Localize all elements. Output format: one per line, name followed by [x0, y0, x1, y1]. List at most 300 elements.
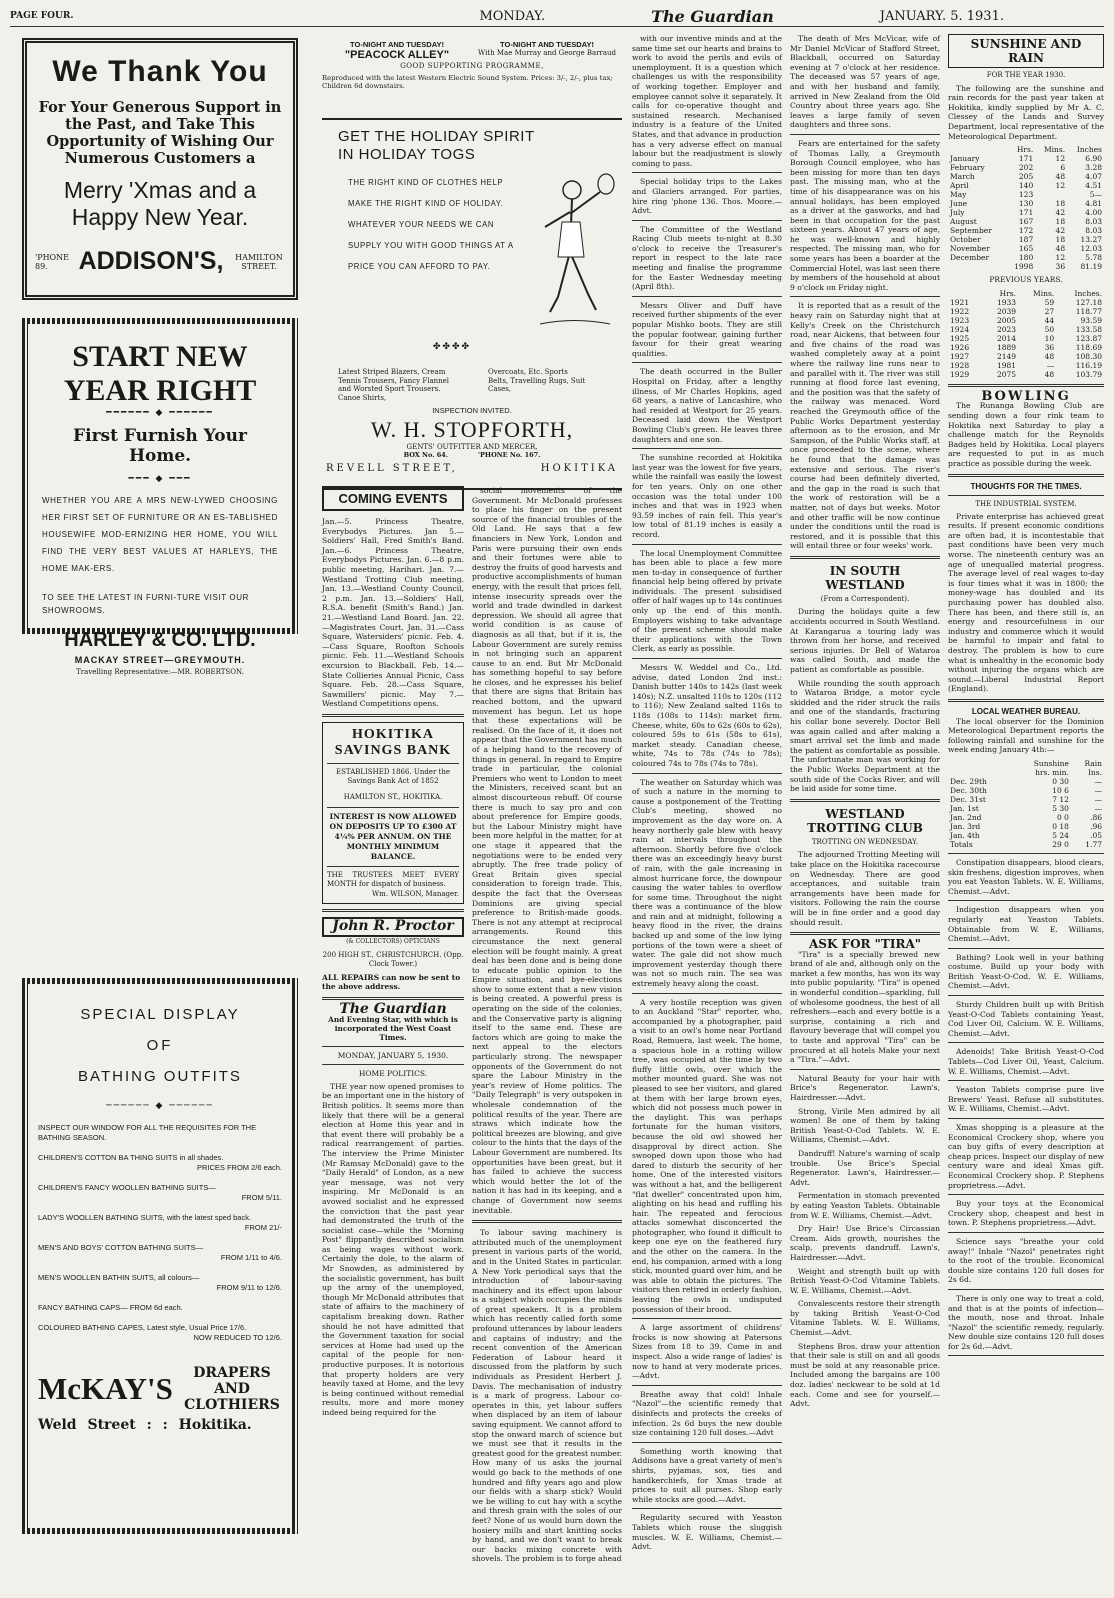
stopforth-body: THE RIGHT KIND OF CLOTHES HELP MAKE THE RIGHT KIND OF HOLIDAY. WHATEVER YOUR NEEDS WE CAN SUPPLY YOU WITH GOOD THINGS AT A PRICE YOU CAN AFFORD TO PAY. — [348, 178, 514, 271]
table-cell: 42 — [1055, 226, 1066, 236]
advert-paragraph: There is only one way to treat a cold, and that is at the points of infection—the mouth, nose and throat. Inhale "Nazol" the scientific remedy, regularly. New double size contains 120 full doses for 2s 6d.—Advt. — [948, 1293, 1104, 1351]
guardian-box — [322, 1001, 464, 1065]
sunshine-intro: The following are the sunshine and rain records for the past year taken at Hokitika, kindly supplied by Mr A. C. Clessey of the Lands and Survey Department, local representative of the Meteorological Department. — [948, 83, 1104, 141]
stopforth-headline: GET THE HOLIDAY SPIRIT IN HOLIDAY TOGS — [338, 128, 535, 163]
bathing-item-price: FROM 5/11. — [241, 1193, 282, 1202]
table-cell: 5 30 — [1052, 803, 1069, 813]
table-cell: 0 0 — [1056, 812, 1069, 822]
table-cell: 6 — [1060, 163, 1066, 173]
sunshine-row — [948, 154, 1104, 163]
peacock-support: GOOD SUPPORTING PROGRAMME, — [400, 62, 544, 70]
weather-title: LOCAL WEATHER BUREAU. — [971, 706, 1081, 716]
table-cell: August — [950, 217, 977, 227]
proctor-ad — [322, 917, 464, 992]
table-cell: 0 18 — [1052, 821, 1069, 831]
table-cell: 167 — [1018, 217, 1034, 227]
advert-paragraph: Weight and strength built up with British Yeast-O-Cod Vitamine Tablets. W. E. Williams, Chemist.—Advt. — [790, 1266, 940, 1295]
article-paragraph: The local observer for the Dominion Meteorological Department reports the following rainfall and sunshine for the week ending January 4th:— — [948, 716, 1104, 755]
proctor-sub: (& COLLECTORS) OPTICIANS — [346, 938, 440, 946]
table-cell: Dec. 30th — [950, 785, 987, 795]
table-cell: Hrs. — [999, 288, 1017, 298]
table-cell: Ins. — [1087, 767, 1102, 777]
table-cell: Rain — [1084, 758, 1102, 768]
table-cell: 36 — [1055, 262, 1066, 272]
table-cell — [948, 759, 1011, 768]
editorial-title: HOME POLITICS. — [358, 1069, 428, 1079]
table-cell: 1928 — [950, 360, 970, 370]
article-paragraph: The local Unemployment Committee has been able to place a few more men to-day in consequence of further financial help being offered by private individuals. The present subsidised offer of half wages up to 14s continues only up the end of this month. Employers wishing to take advantage of the present scheme should make their applications with the Town Clerk, as early as possible. — [632, 548, 782, 654]
stopforth-name: W. H. STOPFORTH, — [370, 417, 574, 442]
ornament: ━━━ ◆ ━━━ — [128, 474, 192, 484]
table-cell: Jan. 3rd — [950, 821, 981, 831]
table-cell — [948, 145, 1006, 154]
sunshine-row — [948, 262, 1104, 271]
weather-row — [948, 804, 1104, 813]
addison-headline: We Thank You — [52, 55, 268, 88]
table-cell: 12 — [1055, 253, 1066, 263]
column-6 — [948, 34, 1104, 1360]
advert-paragraph: Yeaston Tablets comprise pure live Brewers' Yeast. Refuse all substitutes. W. E. Williams, Chemist.—Advt. — [948, 1085, 1104, 1114]
table-cell: 1.77 — [1085, 839, 1102, 849]
table-cell: 171 — [1018, 208, 1034, 218]
table-cell: — — [1094, 785, 1102, 795]
previous-year-row — [948, 325, 1104, 334]
article-paragraph: Special holiday trips to the Lakes and Glaciers arranged. For parties, hire ring 'phone 136. Thos. Moore.—Advt. — [632, 177, 782, 216]
guardian-date: MONDAY, JANUARY 5, 1930. — [337, 1050, 449, 1060]
table-cell: 6.90 — [1085, 154, 1102, 164]
sunshine-row — [948, 145, 1104, 154]
column-5 — [790, 34, 940, 1413]
thoughts-sub: THE INDUSTRIAL SYSTEM. — [975, 500, 1077, 509]
bathing-item — [38, 1243, 282, 1263]
peacock-right-top: TO-NIGHT AND TUESDAY! — [500, 40, 594, 49]
table-cell: December — [950, 253, 990, 263]
addison-street: HAMILTON STREET. — [235, 252, 283, 271]
table-cell: 59 — [1044, 297, 1055, 307]
harley-headline: START NEW YEAR RIGHT — [63, 340, 257, 407]
table-cell: 118.77 — [1075, 306, 1102, 316]
table-cell: Dec. 29th — [950, 776, 987, 786]
table-cell: .05 — [1090, 830, 1102, 840]
table-cell: 4.00 — [1085, 208, 1102, 218]
savings-bank-trustees: THE TRUSTEES MEET EVERY MONTH for dispatch of business. — [327, 870, 459, 889]
harley-name: HARLEY & CO. LTD. — [64, 629, 256, 651]
table-cell: 48 — [1044, 351, 1055, 361]
table-cell: 2149 — [996, 351, 1017, 361]
article-paragraph: The adjourned Trotting Meeting will take place on the Hokitika racecourse on Wednesday. There are good acceptances, and suitable train arrangements have been made for visitors. Following the rain the course will be in fine order and a good day should result. — [790, 850, 940, 927]
bathing-item — [38, 1213, 282, 1233]
addison-ad — [22, 38, 298, 300]
advert-paragraph: Dandruff! Nature's warning of scalp trouble. Use Brice's Special Regenerator. Lawn's, Hairdresser.—Advt. — [790, 1148, 940, 1187]
article-paragraph: While rounding the south approach to Wataroa Bridge, a motor cycle skidded and the rider struck the rails and one of the standards, fracturing his collar bone severely. Doctor Bell was again called and after making a smart arrival set the limb and made the patient as comfortable as possible. The unfortunate man was working for the Public Works Department at the south side of the Cocks River, and will be laid aside for some time. — [790, 678, 940, 794]
sunshine-row — [948, 226, 1104, 235]
table-cell: 180 — [1018, 253, 1034, 263]
addison-name: ADDISON'S, — [78, 247, 224, 275]
table-cell: 29 0 — [1052, 839, 1069, 849]
sunshine-row — [948, 208, 1104, 217]
trotting-sub: TROTTING ON WEDNESDAY. — [811, 837, 919, 846]
table-cell: 42 — [1055, 208, 1066, 218]
table-cell — [948, 289, 983, 298]
table-cell: Totals — [950, 839, 973, 849]
table-cell: September — [950, 226, 992, 236]
tennis-player-illustration — [530, 172, 618, 342]
article-paragraph: A very hostile reception was given to an Auckland "Star" reporter, who, accompanied by a photographer, paid a visit to an owl's home near Portland Road, Remuera, last week. The home, a spacious hole in a rotting willow tree, was occupied at the time by two fluffy little owls, over which the mother mounted guard. She was not pleased to see her visitors, and glared at them with her large brown eyes, which did not possess much power in the daylight. This was perhaps fortunate for the human visitors, because the old owl showed her disapproval by direct action. She swooped down upon those who had dared to disturb the security of her home. One of the interested visitors was without a hat, and the belligerent "flat dweller" concentrated upon him, alighting on his head and ruffling his hair. The repeated and ferocious attacks somewhat disconcerted the photographer, who found it difficult to keep one eye on the feathered fury and the other on the camera. In the end, his companion, armed with a long stick, mounted guard over him, and he was able to obtain the pictures. The visitors then retired in orderly fashion, leaving the owls in undisputed possession of their brood. — [632, 997, 782, 1314]
table-cell: 2039 — [996, 306, 1017, 316]
table-cell — [948, 262, 1006, 271]
bathing-item-price: PRICES FROM 2/6 each. — [196, 1163, 282, 1172]
table-cell: 3.28 — [1085, 163, 1102, 173]
bathing-item-text: FANCY BATHING CAPS— FROM 6d each. — [38, 1303, 183, 1312]
table-cell: March — [950, 172, 975, 182]
weather-row — [948, 795, 1104, 804]
table-cell: 44 — [1044, 315, 1055, 325]
bathing-item — [38, 1153, 282, 1173]
peacock-left-top: TO-NIGHT AND TUESDAY! — [350, 40, 444, 49]
table-cell: 10 — [1044, 333, 1055, 343]
sunshine-row — [948, 235, 1104, 244]
article-paragraph: Regularity secured with Yeaston Tablets which rouse the sluggish muscles. W. E. Williams, Chemist.—Advt. — [632, 1513, 782, 1552]
table-cell: 81.19 — [1080, 262, 1102, 272]
table-cell: February — [950, 163, 985, 173]
weather-row — [948, 840, 1104, 849]
peacock-cast: With Mae Murray and George Barraud — [478, 49, 616, 57]
table-cell: June — [950, 199, 968, 209]
table-cell: October — [950, 235, 981, 245]
stopforth-phone: 'PHONE No. 167. — [478, 451, 541, 459]
article-paragraph: Something worth knowing that Addisons have a great variety of men's shirts, pyjamas, sox, ties and handkerchiefs, for Xmas trade at prices to suit all purses. Shop early while stocks are good.—Advt. — [632, 1446, 782, 1504]
table-cell: 103.79 — [1075, 369, 1102, 379]
advert-paragraph: Indigestion disappears when you regularly eat Yeaston Tablets. Obtainable from W. E. Williams, Chemist.—Advt. — [948, 905, 1104, 944]
bathing-item-text: LADY'S WOOLLEN BATHING SUITS, with the latest sped back. — [38, 1213, 252, 1222]
tira-title: ASK FOR "TIRA" — [808, 937, 922, 952]
bathing-item-price: NOW REDUCED TO 12/6. — [193, 1333, 282, 1342]
bathing-item — [38, 1323, 282, 1343]
south-westland-title: IN SOUTH WESTLAND — [825, 563, 905, 592]
article-paragraph: social movements of the Government. Mr McDonald professes to place his finger on the present source of the financial troubles of the Old Land. He says that a few financiers in New York, London and Paris were pursuing their own ends and their fortunes were able to destroy the fruits of good harvests and productive accomplishments of human energy, with the result that prices fell, intense insecurity spreads over the world and trade dwindled in darkest depression. We should all agree that world condition is as cause of diagnosis as all that, but if it is, the Labour Government are surely remiss in not bringing such an apparent cause to an end. But Mr McDonald has something hopeful to say before he closes, and he expresses his belief that there are signs that Britain has reached bottom, and the upward movement has begun. Let us hope that these expectations will be realised. On the face of it, it does not appear that the Government has much of a helping hand to the recovery of things in general. In regard to Empire trade in particular, the colonial Premiers who went to London to meet the Ministers, received scant but an almost discourteous rebuff. Of course there is much to say pro and con about preference for Empire goods, but the Labour Ministry might have been more helpful in the matter, for at one stage it appeared that the negotiations were to be ended very abruptly. The free trade policy of Great Britain gives special consideration to foreign trade. This, despite the fact that the Overseas Dominions are giving special preference to British-made goods. There is not any attempt at reciprocal arrangements. Round this circumstance the next general election will be fought mainly. A great deal has been done and is being done to educate public opinion to the Empire situation, and bye-elections show to some extent that a new vision is being created. A powerful press is operating on the side of the colonies, and the Conservative party is aligning itself to the same end. These are factors which are going to make the next appeal to the electors particularly strong. The newspaper opponents of the Government do not spare the Labour Ministry in the year's review of Home politics. The "Daily Telegraph" is very outspoken in wholesale condemnation of the political results of the year. There are straws which indicate how the political breezes are blowing, and give colour to the hints that the days of the Labour Government are numbered. Its opportunities have been great, but it has failed to achieve the success which would better the lot of the nation it has had in its keeping, and a change of Government now seems inevitable. — [472, 486, 622, 1215]
article-paragraph: It is reported that as a result of the heavy rain on Saturday night that at Kelly's Creek on the Christchurch road, near Aickens, that between four and five chains of the road was washed completely away at a point where the railway line runs near to and parallel with it. The river was still running at flood force last evening, and the position was that the safety of the railway was menaced. Word reached the Greymouth office of the Public Works Department yesterday afternoon as to the erosion, and Mr Sampson, of the Public Works staff, at once proceeded to the scene, where he found that the damage was extensive and serious. The river's course had been definitely diverted, and the gap in the road is such that the work of restoration will be a matter, not of days but weeks. Motor and other traffic will be now continue under the conditions until the road is restored, and it is possible that this will entail three or four weeks' work. — [790, 301, 940, 551]
savings-bank-est: ESTABLISHED 1866. Under the Savings Bank Act of 1852 — [336, 767, 450, 786]
table-cell: 2014 — [996, 333, 1017, 343]
column-2 — [322, 486, 464, 1422]
article-paragraph: During the holidays quite a few accidents occurred in South Westland. At Karangarua a touring lady was thrown from her horse, and received serious injuries. Dr Bell of Wataroa was called South, and made the patient as comfortable as possible. — [790, 607, 940, 675]
weather-row — [948, 759, 1104, 768]
bathing-item-text: CHILDREN'S COTTON BA THING SUITS in all shades. — [38, 1153, 224, 1162]
masthead — [10, 6, 1104, 27]
trotting-title: WESTLAND TROTTING CLUB — [807, 806, 923, 835]
advert-paragraph: Fermentation in stomach prevented by eating Yeaston Tablets. Obtainable from W. E. Williams, Chemist.—Advt. — [790, 1191, 940, 1220]
table-cell: — — [1046, 360, 1055, 370]
coming-events-title: COMING EVENTS — [338, 491, 448, 506]
article-paragraph: The Runanga Bowling Club are sending down a four rink team to Hokitika next Saturday to play a challenge match for the Reynolds Badges held by Hokitika. Local players are requested to put in as much practice as possible during the week. — [948, 401, 1104, 468]
table-cell: 48 — [1055, 172, 1066, 182]
table-cell: 5.78 — [1085, 253, 1102, 263]
table-cell: 12 — [1055, 181, 1066, 191]
table-cell: 8.03 — [1085, 226, 1102, 236]
sunshine-row — [948, 217, 1104, 226]
previous-year-row — [948, 289, 1104, 298]
article-paragraph: To labour saving machinery is attributed much of the unemployment present in various parts of the world, and in the United States in particular. A New York periodical says that the introduction of labour-saving machinery and its effect upon labour is a subject which occupies the minds of great speakers. It is a problem which has recently called forth some profound utterances by labour leaders and captains of industry; and the recent convention of the American Federation of Labour heard it discussed from the platform by such individuals as President Herbert J. Davis. The mechanisation of industry is a mark of progress. Labour co-operates in this, yet labour suffers when displaced by an item of labour saving equipment. We cannot afford to stop the onward march of science but we must see that it results in the greatest good for the greatest number. How many of us asks the journal would go back to the methods of one hundred and fifty years ago and plow our fields with a sharp stick? Would we be willing to cut hay with a scythe and thresh grain with the soles of our feet? None of us would burn down the hosiery mills and start knitting socks by hand, and we don't want to break our backs mixing concrete with shovels. The problem is to forge ahead — [472, 1228, 622, 1564]
column-3 — [472, 486, 622, 1568]
table-cell: 12 — [1055, 154, 1066, 164]
table-cell: 2023 — [996, 324, 1017, 334]
column-4 — [632, 34, 782, 1556]
peacock-note: Reproduced with the latest Western Electric Sound System. Prices: 3/-, 2/-, plus tax; Children 6d downstairs. — [322, 74, 613, 90]
masthead-title: The Guardian — [651, 6, 774, 26]
sunshine-row — [948, 181, 1104, 190]
bathing-item — [38, 1273, 282, 1293]
article-paragraph: The sunshine recorded at Hokitika last year was the lowest for five years, while the rainfall was easily the lowest for ten years. Only on one other occasion was the total under 100 inches and that was in 1923 when 93.59 inches of rain fell. This year's low total of 81.19 inches is easily a record. — [632, 453, 782, 539]
sunshine-row — [948, 190, 1104, 199]
table-cell: April — [950, 181, 969, 191]
previous-year-row — [948, 316, 1104, 325]
table-cell: 1933 — [996, 297, 1017, 307]
table-cell: 1922 — [950, 306, 970, 316]
table-cell: 118.69 — [1075, 342, 1102, 352]
addison-text: For Your Generous Support in the Past, and Take This Opportunity of Wishing Our Numerous Customers a — [38, 99, 282, 167]
previous-year-row — [948, 334, 1104, 343]
editorial-text: THE year now opened promises to be an important one in the history of British politics. It seems more than likely that there will be a general election at Home this year and in that event there will probably be a radical rearrangement of parties. The interview the Prime Minister (Mr Ramsay McDonald) gave to the "Daily Herald" of London, as a new year message, was not very inspiring. Mr McDonald is an avowed socialist and he expressed the conviction that the past year had demonstrated the truth of the socialist case—while the "Morning Post" flippantly described socialism as being wages without work. Certainly the dole, to the alarm of Mr Snowden, as administered by the socialistic government, has built up the army of the unemployed, though Mr McDonald attributes that state of affairs to the machinery of capitalism breaking down. Rather should he not have admitted that the Government taxation for social services at Home had used up the capital of the people for non-productive purposes. It is notorious that property holders are very heavily taxed at Home, and the levy is being continued without remedial results, more and more money indeed being required for the — [322, 1081, 464, 1417]
sunshine-title: SUNSHINE AND RAIN — [970, 37, 1082, 65]
advert-paragraph: Convalescents restore their strength by taking British Yeast-O-Cod Vitamine Tablets. W. E. Williams, Chemist.—Advt. — [790, 1299, 940, 1338]
stopforth-town: HOKITIKA — [540, 463, 618, 474]
sunshine-row — [948, 253, 1104, 262]
article-paragraph: "Tira" is a specially brewed new brand of ale and, although only on the market a few months, has won its way into public popularity. "Tira" is opened in wonderful condition—sparkling, full of wholesome goodness, the best of all refreshers—each and every bottle is a surprise, containing a rich and flavoury beverage that will compel you to taste and approval "Tira" can be procured at all hotels Make your next a "Tira."—Advt. — [790, 949, 940, 1065]
article-paragraph: The Committee of the Westland Racing Club meets to-night at 8.30 o'clock to receive the Treasurer's report in respect to the late race meeting and finalise the programme for the Easter Wednesday meeting (April 8th). — [632, 224, 782, 292]
harley-body: WHETHER YOU ARE A MRS NEW-LYWED CHOOSING HER FIRST SET OF FURNITURE OR AN ES-TABLISHED HOUSEWIFE MOD-ERNIZING HER HOME, YOU WILL FIND THE VERY BEST VALUES AT HARLEYS, THE HOME MAK-ERS. — [42, 496, 278, 573]
guardian-logo: The Guardian — [339, 1001, 447, 1017]
table-cell: 1924 — [950, 324, 970, 334]
table-cell: 2005 — [996, 315, 1017, 325]
mckay-intro: INSPECT OUR WINDOW FOR ALL THE REQUISITES FOR THE BATHING SEASON. — [38, 1123, 257, 1142]
table-cell: 1921 — [950, 297, 970, 307]
bathing-item-text: MEN'S WOOLLEN BATHIN SUITS, all colours— — [38, 1273, 200, 1282]
stopforth-list-left: Latest Striped Blazers, Cream Tennis Trousers, Fancy Flannel and Worsted Sport Trousers. Canoe Shirts, — [338, 368, 450, 402]
table-cell: 4.07 — [1085, 172, 1102, 182]
previous-year-row — [948, 352, 1104, 361]
table-cell: 1929 — [950, 369, 970, 379]
weather-row — [948, 786, 1104, 795]
harley-ad — [22, 318, 298, 676]
thoughts-title: THOUGHTS FOR THE TIMES. — [970, 481, 1082, 491]
advert-paragraph: Constipation disappears, blood clears, skin freshens, digestion improves, when you eat Yeaston Tablets. W. E. Williams, Chemist.—Advt. — [948, 857, 1104, 896]
table-cell: Jan. 2nd — [950, 812, 982, 822]
ornament: ━━━━━━ ◆ ━━━━━━ — [106, 408, 214, 418]
advert-paragraph: Xmas shopping is a pleasure at the Economical Crockery shop, where you can buy gifts of every description at cheap prices. Inspect our display of new century ware and ideal Xmas gift. Economical Crockery shop. P. Stephens proprietress.—Advt. — [948, 1123, 1104, 1190]
south-westland-byline: (From a Correspondent). — [820, 594, 910, 603]
stopforth-ad — [322, 118, 622, 490]
table-cell: 123.87 — [1075, 333, 1102, 343]
table-cell: 205 — [1018, 172, 1034, 182]
article-paragraph: Messrs Oliver and Duff have received further shipments of the ever popular Mishko boots. They are still the popular footwear, gaining further favour for their great wearing qualities. — [632, 300, 782, 358]
table-cell: Inches — [1076, 145, 1102, 155]
article-paragraph: with our inventive minds and at the same time set our hearts and brains to work to avoid the perils and evils of unemployment. It is a question which challenges us with the responsibility of working together. Employer and employee cannot solve it separately. It calls for co-operative thought and sustained research. Mechanised industry is a feature of the United States, and that advance in production has a very adverse effect on manual labour but the readjustment is slowly coming to pass. — [632, 34, 782, 168]
table-cell: November — [950, 244, 990, 254]
table-cell: 4.81 — [1085, 199, 1102, 209]
table-cell: — — [1094, 794, 1102, 804]
table-cell: 2075 — [996, 369, 1017, 379]
ornament: ✤✤✤✤ — [432, 342, 472, 352]
bathing-item-price: FROM 21/- — [244, 1223, 282, 1232]
table-cell: 1981 — [996, 360, 1017, 370]
table-cell: 5— — [1089, 190, 1102, 200]
harley-see: TO SEE THE LATEST IN FURNI-TURE VISIT OUR SHOWROOMS. — [42, 593, 249, 615]
advert-paragraph: Science says "breathe your cold away!" Inhale "Nazol" penetrates right to the root of the trouble. Economical double size contains 120 full doses for 2s 6d. — [948, 1236, 1104, 1285]
table-cell: 123 — [1018, 190, 1034, 200]
table-cell: 133.58 — [1075, 324, 1102, 334]
table-cell: 171 — [1018, 154, 1034, 164]
coming-events-list: Jan.—5. Princess Theatre, Everybodys Pictures. Jan 5.—Soldiers' Hall, Fred Smith's Band. Jan.—6. Princess Theatre, Everybodys Pictures. Jan. 6.—8 p.m. public meeting, Harihari. Jan. 7.—Westland Trotting Club meeting. Jan. 13.—Westland County Council, 2 p.m. Jan. 13.—Soldiers' Hall, R.S.A. benefit (Smith's Band.) Jan. 21.—Westland Land Board. Jan. 22.—Magistrates Court. Jan. 31.—Cass Square, Watersiders' picnic. Feb. 4.—Cass Square, Roofton Schools picnic. Feb. 11.—Westland Schools excursion to Blackball. Feb. 14.—State Collieries Annual Picnic, Cass Square. Feb. 28.—Cass Square, Sawmillers' picnic. May 7.—Westland Competitions opens. — [322, 517, 464, 709]
table-cell: 48 — [1055, 244, 1066, 254]
table-cell: .86 — [1090, 812, 1102, 822]
table-cell: 0 30 — [1052, 776, 1069, 786]
savings-bank-ad — [322, 722, 464, 905]
table-cell: 18 — [1055, 217, 1066, 227]
addison-phone: 'PHONE 89. — [35, 252, 69, 271]
article-paragraph: Fears are entertained for the safety of Thomas Lally, a Greymouth Borough Council employee, who has been missing for more than ten days past. The missing man, who at the time of his disappearance was on his annual holidays, has been employed as a driver at the gasworks, and had been in that occupation for the past sixteen years. About 47 years of age, he was well-known and highly respected. The missing man, who for some years has been a boarder at the Commercial Hotel, was last seen there by members of the household at about 9 o'clock on Friday night. — [790, 138, 940, 292]
article-paragraph: The weather on Saturday which was of such a nature in the morning to cause a postponement of the Trotting Club's meeting, showed no improvement as the day wore on. A heavy northerly gale blew with heavy rain at intervals throughout the afternoon. Shortly before five o'clock there was an exceedingly heavy burst of rain, with the gale increasing in almost hurricane force, the downpour causing the water tables to overflow for some time. Throughout the night there was a continuance of the blow and rain and at midnight, following a heavy flood in the river, the drains backed up and some of the low lying portions of the town were a sheet of water. The gale did not show much improvement yesterday though there was not so much rain. The sea was extremely heavy along the coast. — [632, 777, 782, 989]
table-cell: Sunshine — [1033, 758, 1069, 768]
article-paragraph: Breathe away that cold! Inhale "Nazol"—the scientific remedy that disinfects and protects the creeks of infection. 2s 6d buys the new double size containing 120 full doses.—Advt — [632, 1389, 782, 1438]
mckay-item-list — [38, 1153, 282, 1343]
harley-rep: Travelling Representative:—MR. ROBERTSON. — [76, 668, 244, 676]
savings-bank-interest: INTEREST IS NOW ALLOWED ON DEPOSITS UP TO £300 AT 4¼% PER ANNUM. ON THE MONTHLY MINIMUM BALANCE. — [329, 811, 457, 861]
advert-list — [948, 858, 1104, 1357]
mckay-ad — [22, 978, 298, 1534]
table-cell: 18 — [1055, 235, 1066, 245]
table-cell: 8.03 — [1085, 217, 1102, 227]
table-cell: 5 24 — [1052, 830, 1069, 840]
table-cell: 4.51 — [1085, 181, 1102, 191]
previous-years-table — [948, 289, 1104, 379]
bathing-item-text: CHILDREN'S FANCY WOOLLEN BATHING SUITS— — [38, 1183, 216, 1192]
table-cell: 116.19 — [1075, 360, 1102, 370]
weather-row — [948, 777, 1104, 786]
bowling-title: BOWLING — [981, 388, 1071, 404]
masthead-date: JANUARY. 5. 1931. — [879, 8, 1004, 24]
table-cell: — — [1094, 803, 1102, 813]
savings-bank-address: HAMILTON ST., HOKITIKA. — [343, 793, 443, 802]
table-cell: Jan. 1st — [950, 803, 979, 813]
mckay-h1: SPECIAL DISPLAY — [80, 1006, 240, 1023]
advert-paragraph: Natural Beauty for your hair with Brice's Regenerator. Lawn's, Hairdresser.—Advt. — [790, 1073, 940, 1102]
bathing-item-price: FROM 1/11 to 4/6. — [220, 1253, 282, 1262]
table-cell: 12.03 — [1080, 244, 1102, 254]
sunshine-table — [948, 145, 1104, 271]
previous-year-row — [948, 370, 1104, 379]
stopforth-trade: GENTS' OUTFITTER AND MERCER, — [406, 443, 538, 451]
page-number: PAGE FOUR. — [10, 11, 74, 21]
mckay-name: McKAY'S — [38, 1371, 173, 1406]
sunshine-sub: FOR THE YEAR 1930. — [986, 71, 1066, 79]
harley-address: MACKAY STREET—GREYMOUTH. — [74, 655, 246, 665]
previous-year-row — [948, 361, 1104, 370]
stopforth-list-right: Overcoats, Etc. Sports Belts, Travelling Rugs, Suit Cases, — [488, 368, 586, 393]
advert-paragraph: Strong, Virile Men admired by all women! Be one of them by taking British Yeast-O-Cod Tablets. W. E. Williams, Chemist.—Advt. — [790, 1106, 940, 1145]
table-cell: 187 — [1018, 235, 1034, 245]
masthead-day: MONDAY. — [479, 8, 546, 24]
previous-year-row — [948, 307, 1104, 316]
stopforth-street: REVELL STREET, — [326, 463, 458, 474]
savings-bank-title: HOKITIKA SAVINGS BANK — [334, 726, 452, 758]
ornament: ────── ◆ ────── — [106, 1101, 214, 1111]
table-cell: May — [950, 190, 967, 200]
weather-row — [948, 831, 1104, 840]
guardian-sub: And Evening Star, with which is incorporated the West Coast Times. — [328, 1014, 458, 1042]
weather-table — [948, 759, 1104, 849]
advert-paragraph: Bathing? Look well in your bathing costume. Build up your body with British Yeast-O-Cod. W. E. Williams, Chemist.—Advt. — [948, 952, 1104, 991]
mckay-trade: DRAPERS AND CLOTHIERS — [184, 1365, 280, 1413]
table-cell: 202 — [1018, 163, 1034, 173]
peacock-title: "PEACOCK ALLEY" — [344, 49, 450, 61]
previous-year-row — [948, 343, 1104, 352]
sunshine-row — [948, 172, 1104, 181]
table-cell: 165 — [1018, 244, 1034, 254]
table-cell: 1926 — [950, 342, 970, 352]
table-cell: .96 — [1090, 821, 1102, 831]
table-cell: Mins. — [1043, 145, 1066, 155]
mckay-address: Weld Street : : Hokitika. — [38, 1417, 252, 1433]
stopforth-invite: INSPECTION INVITED. — [432, 406, 512, 415]
peacock-ad — [322, 40, 622, 108]
bathing-item — [38, 1303, 282, 1313]
table-cell: 1889 — [996, 342, 1017, 352]
table-cell: 93.59 — [1080, 315, 1102, 325]
weather-row — [948, 822, 1104, 831]
table-cell — [948, 768, 1011, 777]
table-cell: — — [1094, 776, 1102, 786]
proctor-address: 200 HIGH ST., CHRISTCHURCH. (Opp. Clock Tower.) — [322, 950, 464, 969]
table-cell — [1035, 190, 1067, 199]
table-cell: Dec. 31st — [950, 794, 986, 804]
table-cell: 18 — [1055, 199, 1066, 209]
article-paragraph: Messrs W. Weddel and Co., Ltd. advise, dated London 2nd inst.: Danish butter 140s to 142s (last week 140s); N.Z. unsalted 110s to 120s (112 to 116); New Zealand salted 116s to 118s (108s to 114s): market firm. Cheese, white, 60s to 62s (60s to 62s), coloured 59s to 61s (58s to 61s), market steady. Canadian cheese, white, 74s to 78s (74s to 78s); coloured 74s to 78s (74s to 78s). — [632, 663, 782, 768]
table-cell: 50 — [1044, 324, 1055, 334]
bathing-item — [38, 1183, 282, 1203]
article-paragraph: A large assortment of childrens' frocks is now showing at Patersons Sizes from 18 to 39. Come in and inspect. Also a wide range of ladies' is now to hand at very moderate prices.—Advt. — [632, 1323, 782, 1381]
article-paragraph: The death occurred in the Buller Hospital on Friday, after a lengthy illness, of Mr Charles Hopkins, aged 68 years, a native of Lancashire, who had resided at Westport for 25 years. Deceased laid down the Westport Bowling Club's green. He leaves three daughters and one son. — [632, 367, 782, 444]
article-paragraph: Private enterprise has achieved great results. If present economic conditions are often bad, it is incontestable that past conditions have been very much worse. The nineteenth century was an age of unequalled material progress. The average level of real wages to-day is four times what it was in 1800; the money-wage has doubled and its purchasing power has doubled also. There has been, and there still is, an energy and resourcefulness in our industry and commerce which it would be harmful to impair and fatal to destroy. The problem is how to cure what is unhealthy in the economic body without injuring the organs which are sound.—Liberal Industrial Report (England). — [948, 511, 1104, 694]
article-paragraph: The death of Mrs McVicar, wife of Mr Daniel McVicar of Stafford Street, Blackball, occurred on Saturday evening at 7 o'clock at her residence. The deceased was 57 years of age, and with her husband and family, arrived in New Zealand from the Old Country about three years ago. She leaves a large family of seven daughters and three sons. — [790, 34, 940, 130]
weather-row — [948, 768, 1104, 777]
proctor-logo: John R. Proctor — [322, 917, 464, 937]
table-cell: hrs. min. — [1035, 767, 1069, 777]
table-cell: 1925 — [950, 333, 970, 343]
previous-years-title: PREVIOUS YEARS. — [989, 275, 1063, 285]
table-cell: 48 — [1044, 369, 1055, 379]
mckay-h3: BATHING OUTFITS — [78, 1068, 242, 1085]
table-cell: 1998 — [1014, 262, 1034, 272]
bathing-item-text: MEN'S AND BOYS' COTTON BATHING SUITS— — [38, 1243, 204, 1252]
table-cell: 36 — [1044, 342, 1055, 352]
proctor-repairs: ALL REPAIRS can now be sent to the above address. — [322, 972, 461, 992]
weather-row — [948, 813, 1104, 822]
table-cell: 13.27 — [1080, 235, 1102, 245]
table-cell: 130 — [1018, 199, 1034, 209]
advert-paragraph: Stephens Bros. draw your attention that their sale is still on and all goods must be sold at any reasonable price. Included among the bargains are 100 doz. ladies' neckwear to be sold at 1d each. Come and see for yourself.—Advt. — [790, 1341, 940, 1409]
sunshine-row — [948, 199, 1104, 208]
table-cell: 140 — [1018, 181, 1034, 191]
advert-paragraph: Dry Hair! Use Brice's Circassian Cream. Aids growth, nourishes the scalp, prevents dandruff. Lawn's, Hairdresser.—Advt. — [790, 1224, 940, 1262]
table-cell: 172 — [1018, 226, 1034, 236]
stopforth-box: BOX No. 64. — [403, 451, 449, 459]
table-cell: January — [950, 154, 980, 164]
table-cell: Mins. — [1033, 288, 1055, 298]
harley-subhead: First Furnish Your Home. — [73, 426, 247, 466]
table-cell: 27 — [1044, 306, 1055, 316]
advert-paragraph: Sturdy Children built up with British Yeast-O-Cod Tablets containing Yeast, Cod Liver Oil, Calcium. W. E. Williams, Chemist.—Advt. — [948, 1000, 1104, 1038]
advert-paragraph: Buy your toys at the Economical Crockery shop, cheapest and best in town. P. Stephens proprietress.—Advt. — [948, 1199, 1104, 1228]
